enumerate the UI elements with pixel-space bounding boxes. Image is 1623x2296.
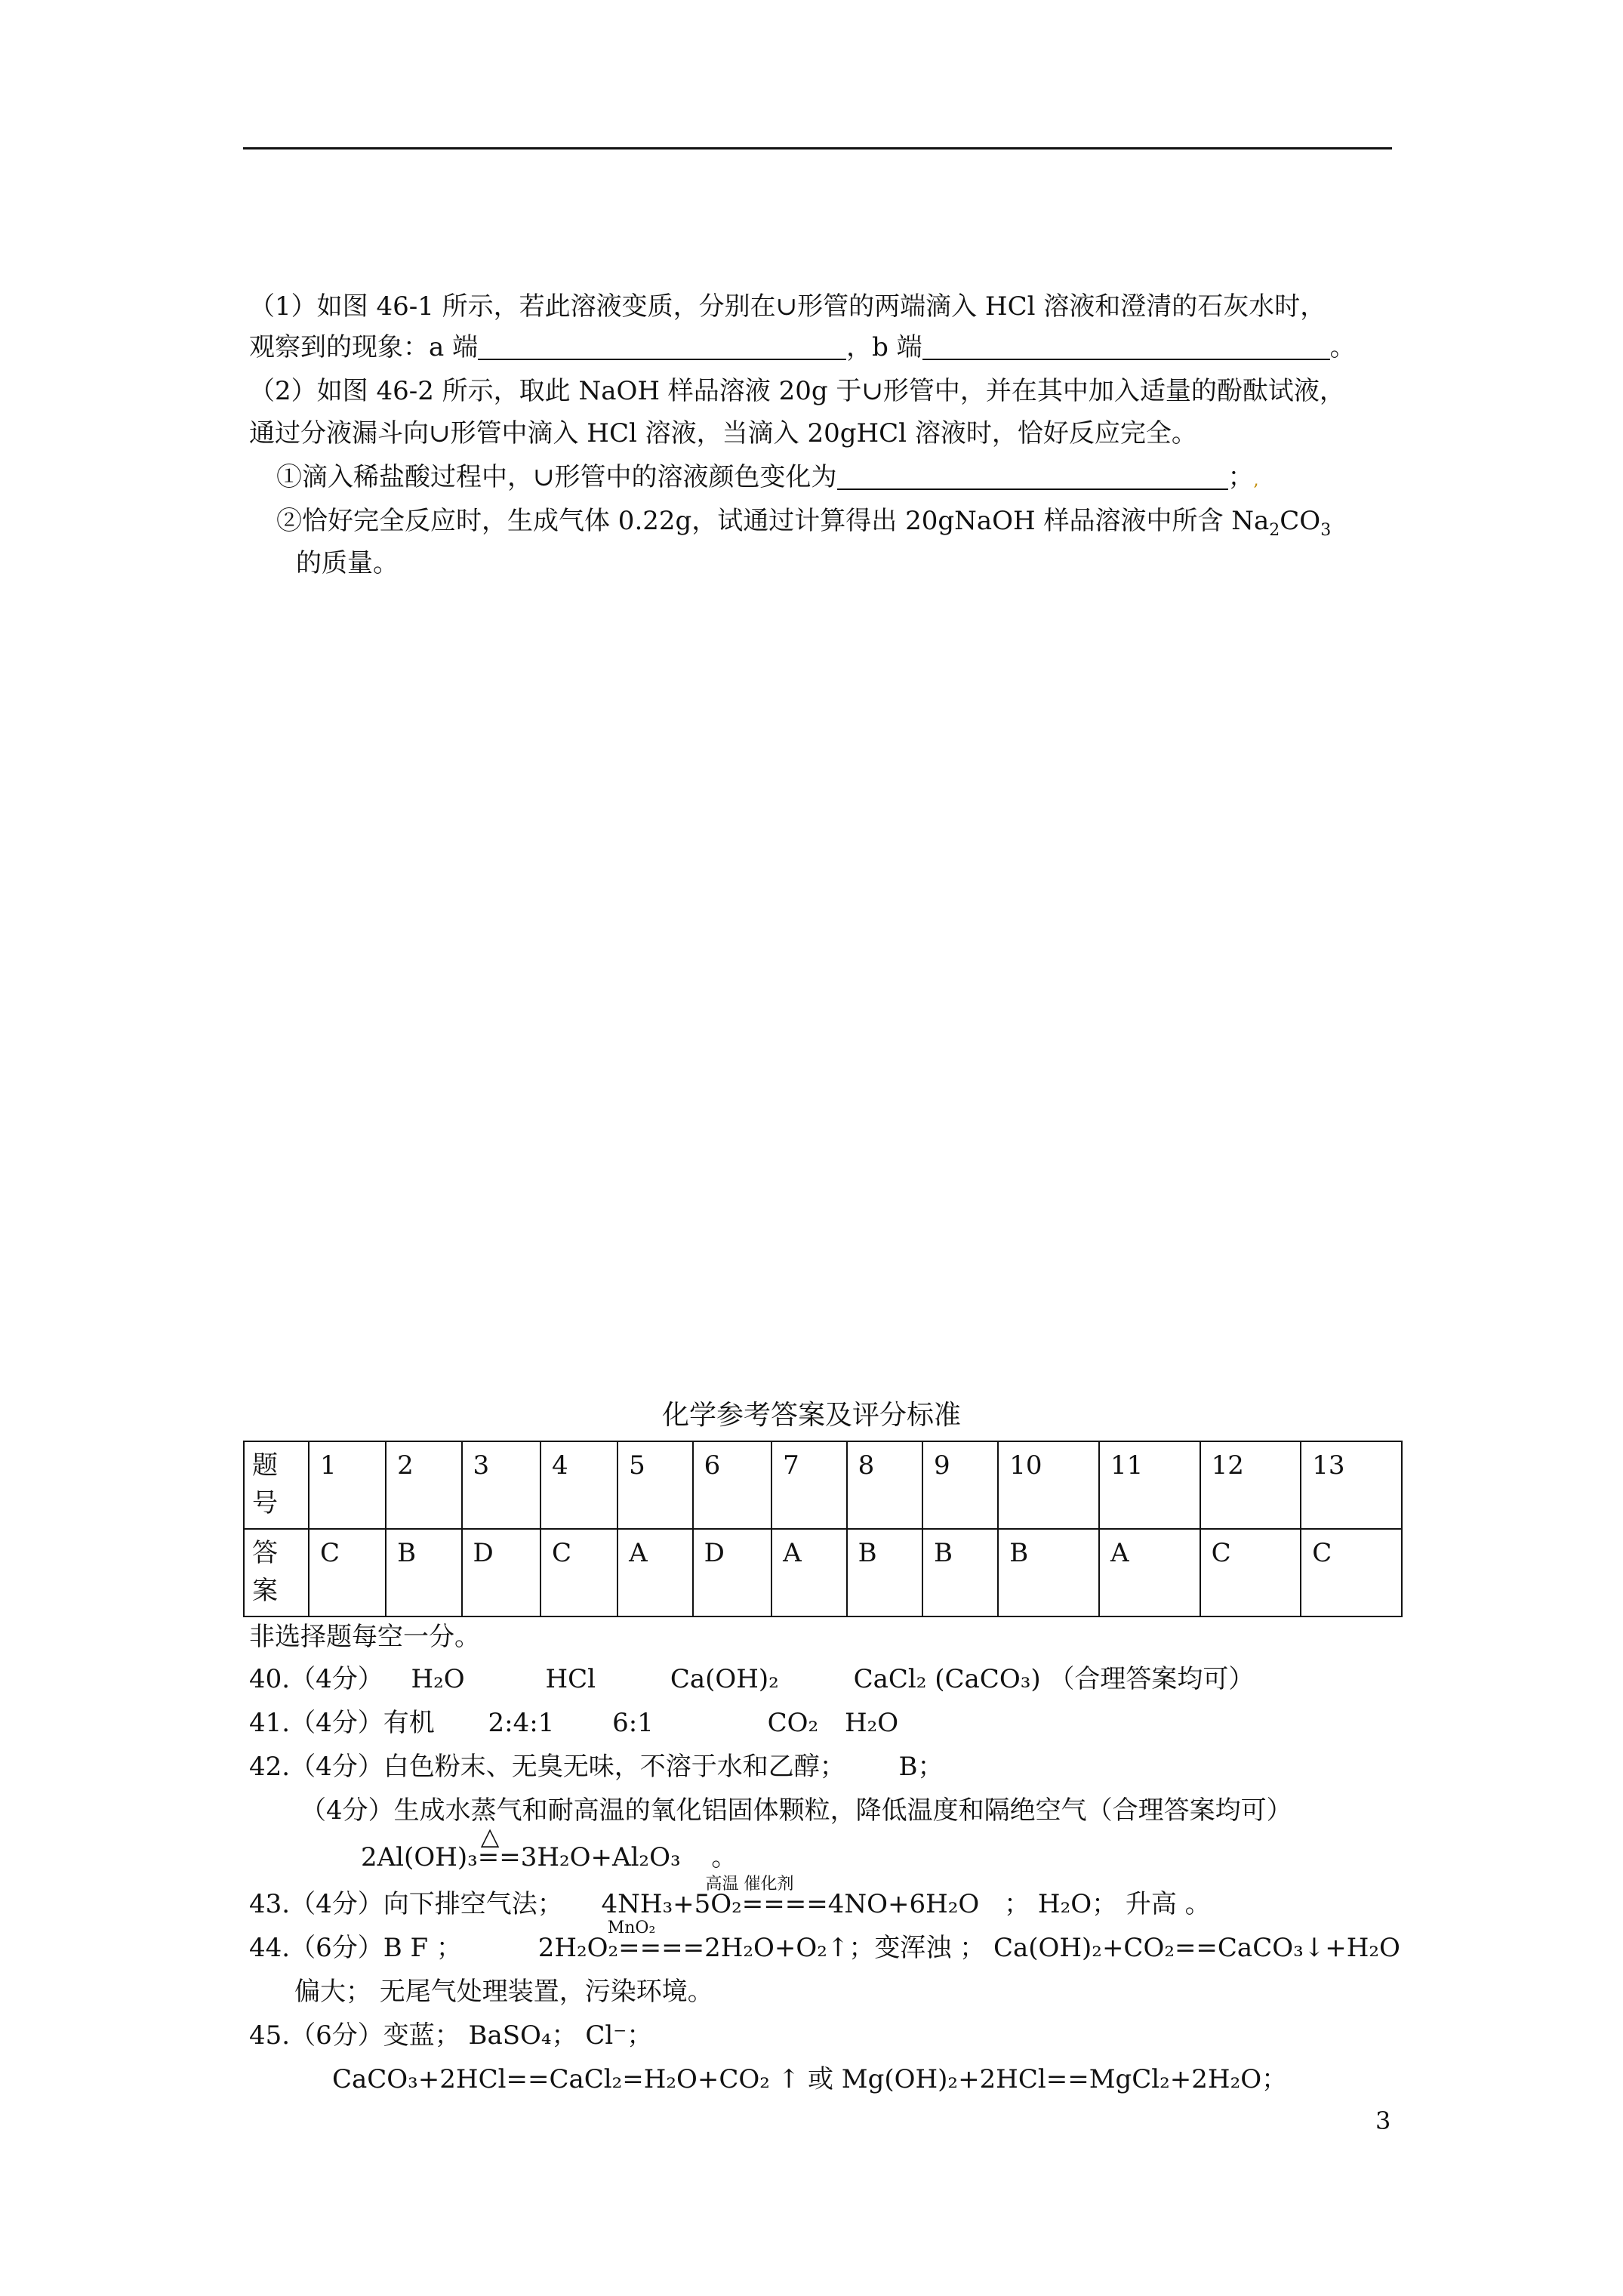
- table-cell: C: [309, 1529, 386, 1616]
- table-cell: 1: [309, 1441, 386, 1529]
- table-row: [244, 1529, 1402, 1616]
- row-header: 答案: [244, 1529, 309, 1616]
- table-cell: D: [462, 1529, 540, 1616]
- answer-blank-a: [478, 330, 846, 360]
- answer-note: 非选择题每空一分。: [249, 1622, 480, 1652]
- triangle-icon: △: [480, 1822, 500, 1851]
- table-cell: 6: [693, 1441, 771, 1529]
- table-cell: 8: [847, 1441, 922, 1529]
- table-cell: 11: [1099, 1441, 1200, 1529]
- answer-blank-color: [837, 460, 1228, 490]
- question-line: （2）如图 46-2 所示，取此 NaOH 样品溶液 20g 于∪形管中，并在其中加入适量的酚酞试液，: [249, 376, 1345, 406]
- answer-key-title: 化学参考答案及评分标准: [661, 1400, 961, 1431]
- table-cell: 9: [922, 1441, 998, 1529]
- table-cell: A: [771, 1529, 847, 1616]
- row-header: 题号: [244, 1441, 309, 1529]
- table-cell: A: [617, 1529, 693, 1616]
- answer-line-44b: 偏大； 无尾气处理装置，污染环境。: [294, 1977, 713, 2007]
- answer-line-43: 43.（4分）向下排空气法； 高温 催化剂 4NH₃+5O₂====4NO+6H₂O ； H₂O； 升高 。: [249, 1883, 1211, 1925]
- question-line: ②恰好完全反应时，生成气体 0.22g，试通过计算得出 20gNaOH 样品溶液中所含 $Na_2CO_3$: [276, 506, 1332, 540]
- equation-44: MnO₂ 2H₂O₂====2H₂O+O₂↑；变浑浊 ； Ca(OH)₂+CO₂==CaCO₃↓+H₂O: [537, 1918, 1400, 1963]
- question-line: （1）如图 46-1 所示，若此溶液变质，分别在∪形管的两端滴入 HCl 溶液和澄清的石灰水时，: [249, 291, 1326, 322]
- answer-line-41: 41.（4分）有机 2:4:1 6:1 CO₂ H₂O: [249, 1708, 899, 1738]
- table-cell: B: [847, 1529, 922, 1616]
- table-cell: 7: [771, 1441, 847, 1529]
- answer-table: [243, 1441, 1403, 1617]
- answer-blank-b: [922, 330, 1330, 360]
- table-cell: B: [386, 1529, 461, 1616]
- table-cell: 4: [540, 1441, 617, 1529]
- table-cell: C: [1301, 1529, 1402, 1616]
- page-number: 3: [1375, 2106, 1391, 2135]
- answer-line-42-equation: 2Al(OH)₃ △ ==3H₂O+Al₂O₃ 。: [361, 1836, 737, 1878]
- question-line: 观察到的现象：a 端 ，b 端 。: [249, 326, 1356, 368]
- answer-line-44: 44.（6分）B F ； MnO₂ 2H₂O₂====2H₂O+O₂↑；变浑浊 ； Ca(OH)₂+CO₂==CaCO₃↓+H₂O: [249, 1927, 1400, 1969]
- heat-triangle-equals: △ ==: [478, 1836, 521, 1878]
- question-line: 的质量。: [296, 548, 399, 578]
- table-row: [244, 1441, 1402, 1529]
- table-cell: 2: [386, 1441, 461, 1529]
- table-cell: A: [1099, 1529, 1200, 1616]
- answer-line-40: 40.（4分） H₂O HCl Ca(OH)₂ CaCl₂ (CaCO₃) （合理答案均可）: [249, 1664, 1255, 1694]
- question-line: ①滴入稀盐酸过程中，∪形管中的溶液颜色变化为 ；,: [276, 456, 1259, 502]
- equation-43: 高温 催化剂 4NH₃+5O₂====4NO+6H₂O: [601, 1875, 980, 1919]
- answer-line-42: 42.（4分）白色粉末、无臭无味，不溶于水和乙醇； B；: [249, 1752, 944, 1782]
- header-rule: [243, 147, 1392, 149]
- table-cell: D: [693, 1529, 771, 1616]
- table-cell: B: [998, 1529, 1099, 1616]
- table-cell: C: [540, 1529, 617, 1616]
- table-cell: B: [922, 1529, 998, 1616]
- table-cell: 10: [998, 1441, 1099, 1529]
- answer-line-42b: （4分）生成水蒸气和耐高温的氧化铝固体颗粒，降低温度和隔绝空气（合理答案均可）: [300, 1795, 1292, 1826]
- table-cell: 12: [1200, 1441, 1301, 1529]
- table-cell: 13: [1301, 1441, 1402, 1529]
- table-cell: 5: [617, 1441, 693, 1529]
- table-cell: C: [1200, 1529, 1301, 1616]
- answer-line-45b: CaCO₃+2HCl==CaCl₂=H₂O+CO₂ ↑ 或 Mg(OH)₂+2HCl==MgCl₂+2H₂O；: [332, 2064, 1288, 2094]
- answer-line-45: 45.（6分）变蓝； BaSO₄； Cl⁻；: [249, 2020, 653, 2051]
- stray-mark: ,: [1253, 471, 1259, 490]
- question-line: 通过分液漏斗向∪形管中滴入 HCl 溶液，当滴入 20gHCl 溶液时，恰好反应完全。: [249, 418, 1197, 448]
- table-cell: 3: [462, 1441, 540, 1529]
